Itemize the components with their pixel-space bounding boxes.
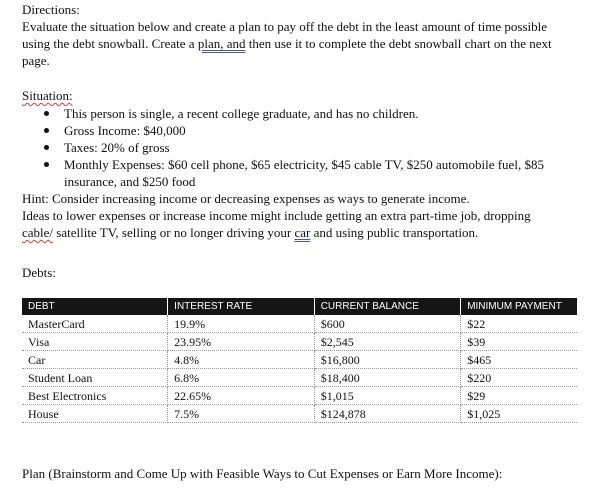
- cell-interest-rate: 6.8%: [168, 369, 315, 387]
- cell-current-balance: $18,400: [314, 369, 460, 387]
- cell-interest-rate: 22.65%: [168, 387, 315, 405]
- cell-minimum-payment: $22: [461, 315, 577, 333]
- cell-debt: MasterCard: [22, 315, 168, 333]
- cell-minimum-payment: $465: [461, 351, 577, 369]
- column-header-interest-rate: INTEREST RATE: [168, 298, 315, 315]
- table-row: [22, 315, 577, 333]
- cell-current-balance: $1,015: [314, 387, 460, 405]
- situation-heading-text: Situation:: [22, 88, 73, 103]
- directions-text-underlined: plan, and: [197, 36, 246, 51]
- cell-current-balance: $124,878: [314, 405, 460, 423]
- cell-debt: Student Loan: [22, 369, 168, 387]
- debts-heading: Debts:: [22, 265, 56, 280]
- situation-bullet: [42, 122, 582, 139]
- situation-bullet-text: Monthly Expenses: $60 cell phone, $65 electricity, $45 cable TV, $250 automobile fuel, $85 insurance, and $250 food: [64, 157, 544, 189]
- table-row: [22, 369, 577, 387]
- cell-minimum-payment: $39: [461, 333, 577, 351]
- directions-text: [22, 18, 570, 69]
- bullet-dot-icon: [44, 145, 49, 150]
- situation-bullet: [42, 139, 582, 156]
- cell-interest-rate: 23.95%: [168, 333, 315, 351]
- table-row: [22, 333, 577, 351]
- situation-bullet-text: Gross Income: $40,000: [64, 123, 186, 138]
- cell-current-balance: $16,800: [314, 351, 460, 369]
- ideas-text-part3: and using public transportation.: [310, 225, 479, 240]
- situation-bullet-text: Taxes: 20% of gross: [64, 140, 170, 155]
- cell-minimum-payment: $220: [461, 369, 577, 387]
- cell-interest-rate: 4.8%: [168, 351, 315, 369]
- plan-prompt: Plan (Brainstorm and Come Up with Feasible Ways to Cut Expenses or Earn More Income):: [22, 466, 503, 481]
- situation-bullet: [42, 105, 582, 122]
- table-row: [22, 405, 577, 423]
- ideas-word-cable: cable/: [22, 225, 54, 240]
- bullet-dot-icon: [44, 162, 49, 167]
- table-row: [22, 351, 577, 369]
- cell-interest-rate: 19.9%: [168, 315, 315, 333]
- bullet-dot-icon: [44, 111, 49, 116]
- column-header-current-balance: CURRENT BALANCE: [314, 298, 460, 315]
- directions-text-part2: then use it to complete the debt snowball chart on the next page.: [22, 36, 552, 68]
- ideas-word-car: car: [294, 225, 311, 240]
- cell-debt: Car: [22, 351, 168, 369]
- cell-current-balance: $2,545: [314, 333, 460, 351]
- situation-bullet-text: This person is single, a recent college graduate, and has no children.: [64, 106, 419, 121]
- cell-interest-rate: 7.5%: [168, 405, 315, 423]
- situation-heading: [22, 87, 582, 104]
- table-row: [22, 387, 577, 405]
- hint-text: Hint: Consider increasing income or decreasing expenses as ways to generate income.: [22, 191, 470, 206]
- ideas-text-part1: Ideas to lower expenses or increase income might include getting an extra part-time job, dropping: [22, 208, 531, 223]
- column-header-debt: DEBT: [22, 298, 168, 315]
- cell-current-balance: $600: [314, 315, 460, 333]
- situation-bullet: [42, 156, 582, 190]
- cell-minimum-payment: $29: [461, 387, 577, 405]
- situation-bullet-list: [22, 105, 582, 190]
- directions-heading: Directions:: [22, 2, 80, 17]
- column-header-minimum-payment: MINIMUM PAYMENT: [461, 298, 577, 315]
- ideas-text-part2: satellite TV, selling or no longer driving your: [53, 225, 295, 240]
- ideas-text: [22, 207, 532, 241]
- bullet-dot-icon: [44, 128, 49, 133]
- directions-text-part1: Evaluate the situation below and create a plan to pay off the debt in the least amount of time possible using the debt snowball. Create a: [22, 19, 548, 51]
- debts-table-header-row: [22, 298, 577, 315]
- cell-debt: Best Electronics: [22, 387, 168, 405]
- debts-table: [22, 298, 577, 423]
- cell-debt: House: [22, 405, 168, 423]
- cell-debt: Visa: [22, 333, 168, 351]
- document-page: [22, 0, 582, 281]
- cell-minimum-payment: $1,025: [461, 405, 577, 423]
